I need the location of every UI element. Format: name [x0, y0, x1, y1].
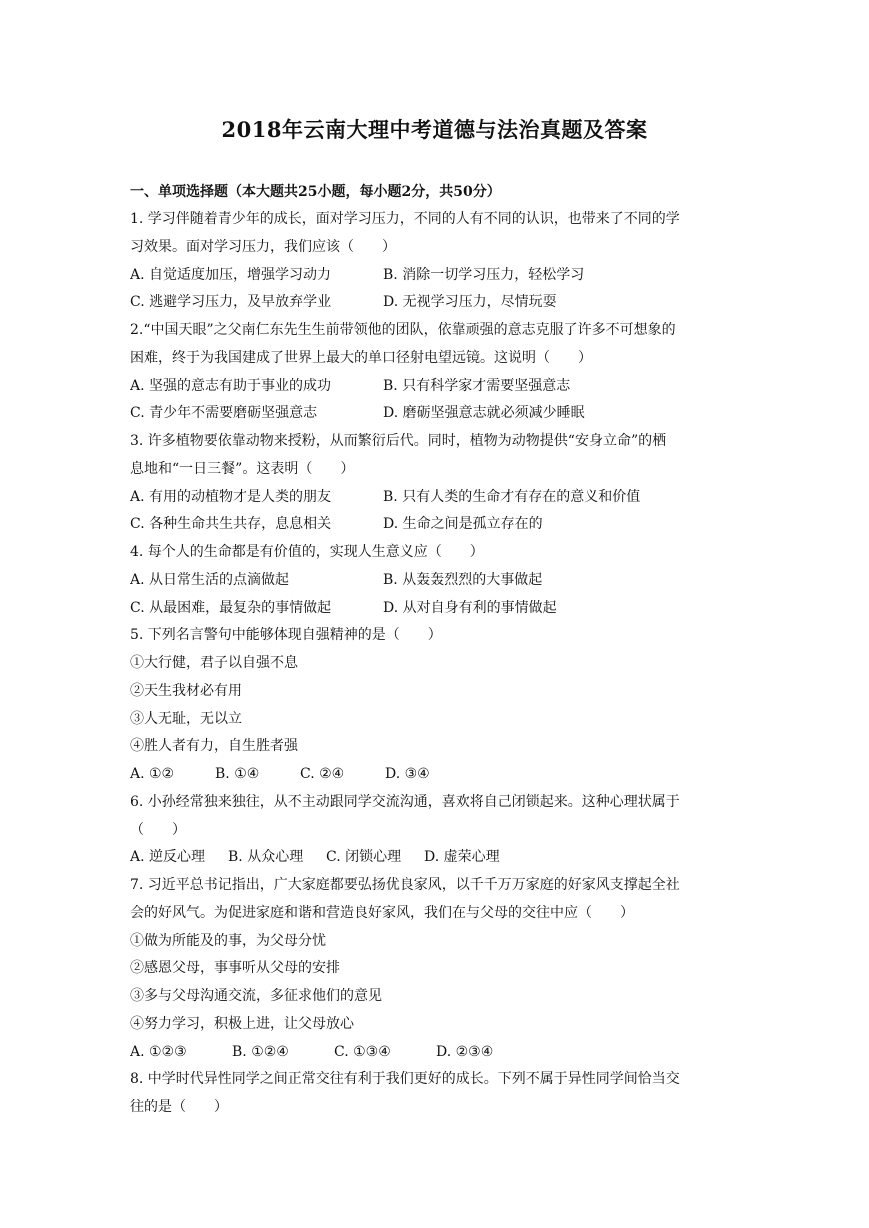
option-d: D. 虚荣心理 — [424, 849, 500, 866]
question-stem-line: 2.“中国天眼”之父南仁东先生生前带领他的团队，依靠顽强的意志克服了许多不可想象的 — [130, 322, 676, 338]
statement-item: ③多与父母沟通交流，多征求他们的意见 — [130, 988, 382, 1004]
option-c: C. 青少年不需要磨砺坚强意志 — [130, 405, 318, 422]
option-b: B. 只有科学家才需要坚强意志 — [383, 377, 571, 394]
option-row — [130, 761, 745, 789]
statement-item: ①做为所能及的事，为父母分忧 — [130, 932, 326, 949]
question-stem-line: 困难，终于为我国建成了世界上最大的单口径射电望远镜。这说明（ ） — [130, 349, 592, 366]
option-a: A. 自觉适度加压，增强学习动力 — [130, 266, 332, 283]
question-stem-line: 会的好风气。为促进家庭和谐和营造良好家风，我们在与父母的交往中应（ ） — [130, 904, 634, 921]
statement-item: ③人无耻，无以立 — [130, 710, 242, 727]
option-row — [130, 400, 745, 428]
option-c: C. ②④ — [300, 766, 345, 782]
option-b: B. 只有人类的生命才有存在的意义和价值 — [383, 488, 641, 505]
option-c: C. ①③④ — [334, 1043, 391, 1060]
option-row — [130, 1039, 745, 1067]
option-row — [130, 511, 745, 539]
option-b: B. ①④ — [215, 766, 260, 782]
option-a: A. 有用的动植物才是人类的朋友 — [130, 488, 332, 505]
question-stem-line: 8. 中学时代异性同学之间正常交往有利于我们更好的成长。下列不属于异性同学间恰当交 — [130, 1071, 680, 1088]
question-list — [130, 178, 745, 1122]
question-8 — [130, 1066, 745, 1122]
option-d: D. ③④ — [385, 766, 430, 782]
option-b: B. 从轰轰烈烈的大事做起 — [383, 571, 543, 588]
statement-item: ④努力学习，积极上进，让父母放心 — [130, 1015, 354, 1032]
option-d: D. 生命之间是孤立存在的 — [383, 516, 543, 533]
option-d: D. ②③④ — [436, 1043, 494, 1060]
option-row — [130, 484, 745, 512]
section-heading: 一、单项选择题（本大题共25小题，每小题2分，共50分） — [130, 184, 501, 200]
question-stem-line: 6. 小孙经常独来独往，从不主动跟同学交流沟通，喜欢将自己闭锁起来。这种心理状属于 — [130, 793, 680, 810]
question-3 — [130, 428, 745, 539]
option-row — [130, 567, 745, 595]
question-stem-line: 7. 习近平总书记指出，广大家庭都要弘扬优良家风，以千千万万家庭的好家风支撑起全社 — [130, 877, 680, 893]
question-stem-line: 3. 许多植物要依靠动物来授粉，从而繁衍后代。同时，植物为动物提供“安身立命”的栖 — [130, 433, 667, 449]
question-stem-line: 4. 每个人的生命都是有价值的，实现人生意义应（ ） — [130, 544, 484, 560]
option-row — [130, 844, 745, 872]
option-a: A. ①② — [130, 766, 175, 782]
question-stem-line: 往的是（ ） — [130, 1099, 228, 1115]
question-stem-line: 息地和“一日三餐”。这表明（ ） — [130, 460, 355, 477]
option-b: B. 从众心理 — [228, 849, 304, 866]
question-2 — [130, 317, 745, 428]
question-stem-line: 5. 下列名言警句中能够体现自强精神的是（ ） — [130, 627, 442, 644]
option-row — [130, 289, 745, 317]
option-row — [130, 595, 745, 623]
option-d: D. 磨砺坚强意志就必须减少睡眠 — [383, 405, 585, 422]
statement-item: ②感恩父母，事事听从父母的安排 — [130, 960, 340, 977]
option-d: D. 从对自身有利的事情做起 — [383, 599, 557, 616]
option-d: D. 无视学习压力，尽情玩耍 — [383, 294, 557, 311]
option-b: B. ①②④ — [232, 1043, 289, 1060]
question-5 — [130, 622, 745, 789]
option-c: C. 闭锁心理 — [326, 849, 402, 866]
question-4 — [130, 539, 745, 622]
option-c: C. 从最困难，最复杂的事情做起 — [130, 599, 332, 616]
option-c: C. 各种生命共生共存，息息相关 — [130, 516, 332, 533]
statement-item: ②天生我材必有用 — [130, 682, 242, 699]
question-stem-line: 1. 学习伴随着青少年的成长，面对学习压力，不同的人有不同的认识，也带来了不同的学 — [130, 211, 680, 227]
statement-item: ④胜人者有力，自生胜者强 — [130, 738, 298, 755]
question-6 — [130, 789, 745, 872]
question-stem-line: 习效果。面对学习压力，我们应该（ ） — [130, 238, 396, 255]
document-title: 2018年云南大理中考道德与法治真题及答案 — [221, 117, 648, 142]
option-row — [130, 262, 745, 290]
option-b: B. 消除一切学习压力，轻松学习 — [383, 266, 585, 283]
statement-item: ①大行健，君子以自强不息 — [130, 655, 298, 671]
option-row — [130, 373, 745, 401]
question-1 — [130, 206, 745, 317]
option-a: A. 坚强的意志有助于事业的成功 — [130, 377, 332, 394]
question-7 — [130, 872, 745, 1066]
option-a: A. 从日常生活的点滴做起 — [130, 571, 290, 588]
question-stem-line: （ ） — [130, 821, 186, 838]
option-c: C. 逃避学习压力，及早放弃学业 — [130, 294, 332, 311]
option-a: A. 逆反心理 — [130, 849, 206, 866]
option-a: A. ①②③ — [130, 1043, 187, 1060]
